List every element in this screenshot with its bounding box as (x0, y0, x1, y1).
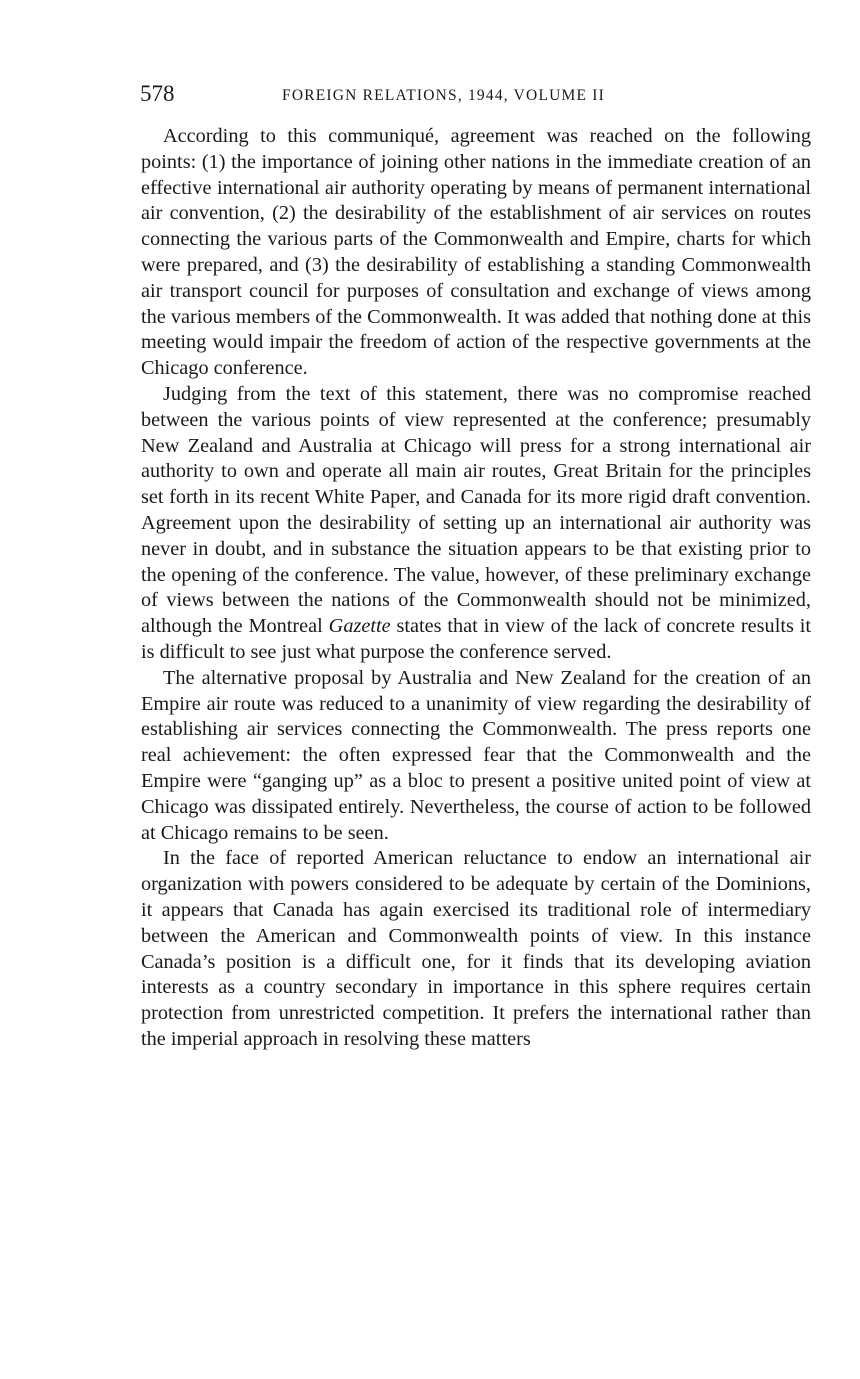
newspaper-title: Gazette (328, 615, 391, 638)
paragraph-communique: According to this communiqué, agreement was reached on the following points: (1) the importance of joining other nations in the immediate creation of an effective international air authority operating by means of permanent international air convention, (2) the desirability of the establishment of air services on routes connecting the various parts of the Commonwealth and Empire, charts for which were prepared, and (3) the desirability of establishing a standing Commonwealth air transport council for purposes of consultation and exchange of views among the various members of the Commonwealth. It was added that nothing done at this meeting would impair the freedom of action of the respective governments at the Chicago conference. (141, 125, 811, 380)
paragraph-judging-text-end: states that in view of the lack of concrete results it is difficult to see just what purpose the conference served. (141, 615, 811, 663)
paragraph-judging-text: Judging from the text of this statement, there was no compromise reached between the various points of view represented at the conference; presumably New Zealand and Australia at Chicago will press for a strong international air authority to own and operate all main air routes, Great Britain for the principles set forth in its recent White Paper, and Canada for its more rigid draft convention. Agreement upon the desirability of setting up an international air authority was never in doubt, and in substance the situation appears to be that existing prior to the opening of the conference. The value, however, of these preliminary exchange of views between the nations of the Commonwealth should not be minimized, although the Montreal (141, 382, 811, 638)
page-number: 578 (140, 81, 175, 106)
paragraph-canada-position: In the face of reported American reluctance to endow an international air organization with powers considered to be adequate by certain of the Dominions, it appears that Canada has again exercised its traditional role of intermediary between the American and Commonwealth points of view. In this instance Canada’s position is a difficult one, for it finds that its developing aviation interests as a country secondary in importance in this sphere requires certain protection from unrestricted competition. It prefers the international rather than the imperial approach in resolving these matters (141, 847, 811, 1050)
paragraph-alternative-proposal: The alternative proposal by Australia and New Zealand for the creation of an Empire air route was reduced to a unanimity of view regarding the desirability of establishing air services connecting the Commonwealth. The press reports one real achievement: the often expressed fear that the Commonwealth and the Empire were “ganging up” as a bloc to present a positive united point of view at Chicago was dissipated entirely. Nevertheless, the course of action to be followed at Chicago remains to be seen. (141, 666, 811, 844)
running-head-title: FOREIGN RELATIONS, 1944, VOLUME II (282, 87, 605, 104)
body-text (141, 124, 811, 1053)
running-head (140, 78, 812, 110)
paragraph-judging (141, 382, 811, 666)
